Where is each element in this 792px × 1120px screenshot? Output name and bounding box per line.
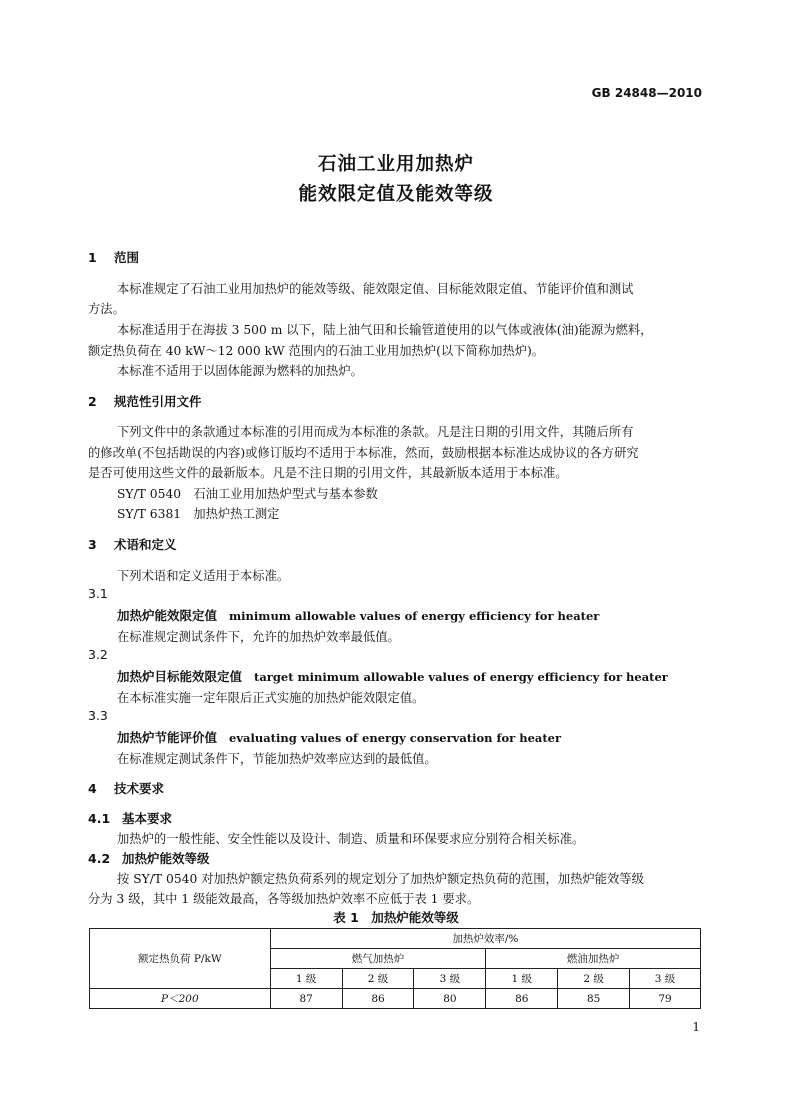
- paragraph: 额定热负荷在 40 kW～12 000 kW 范围内的石油工业用加热炉(以下简称加热炉)。: [88, 344, 545, 358]
- paragraph: 按 SY/T 0540 对加热炉额定热负荷系列的规定划分了加热炉额定热负荷的范围，加热炉能效等级: [117, 872, 644, 886]
- subsection-4-2-heading: 4.2 加热炉能效等级: [88, 851, 210, 866]
- section-3-heading: 3 术语和定义: [88, 537, 177, 552]
- reference-item: SY/T 0540 石油工业用加热炉型式与基本参数: [117, 487, 378, 501]
- value-cell: 85: [558, 989, 630, 1009]
- grade-header: 2 级: [342, 969, 414, 989]
- document-title-line2: 能效限定值及能效等级: [298, 184, 494, 205]
- term-definition: 在本标准实施一定年限后正式实施的加热炉能效限定值。: [117, 691, 425, 705]
- value-cell: 87: [270, 989, 342, 1009]
- term-title: 加热炉能效限定值 minimum allowable values of energy efficiency for heater: [117, 608, 600, 623]
- paragraph: 加热炉的一般性能、安全性能以及设计、制造、质量和环保要求应分别符合相关标准。: [117, 832, 585, 846]
- document-title-line1: 石油工业用加热炉: [317, 154, 474, 175]
- page-number: 1: [692, 1020, 700, 1034]
- column-header-load: 额定热负荷 P/kW: [90, 929, 271, 989]
- term-number: 3.2: [88, 647, 108, 662]
- paragraph: 下列文件中的条款通过本标准的引用而成为本标准的条款。凡是注日期的引用文件，其随后所有: [117, 425, 634, 439]
- term-definition: 在标准规定测试条件下，允许的加热炉效率最低值。: [117, 630, 400, 644]
- section-2-heading: 2 规范性引用文件: [88, 394, 202, 409]
- term-number: 3.1: [88, 586, 108, 601]
- load-cell: P＜200: [90, 989, 271, 1009]
- column-group-header: 加热炉效率/%: [270, 929, 700, 949]
- paragraph: 下列术语和定义适用于本标准。: [117, 569, 290, 583]
- table-row: [90, 989, 701, 1009]
- table-caption: 表 1 加热炉能效等级: [333, 910, 459, 925]
- paragraph: 本标准规定了石油工业用加热炉的能效等级、能效限定值、目标能效限定值、节能评价值和测试: [117, 282, 634, 296]
- paragraph: 是否可使用这些文件的最新版本。凡是不注日期的引用文件，其最新版本适用于本标准。: [88, 466, 568, 480]
- reference-item: SY/T 6381 加热炉热工测定: [117, 507, 280, 521]
- paragraph: 的修改单(不包括勘误的内容)或修订版均不适用于本标准，然而，鼓励根据本标准达成协议的各方研究: [88, 446, 639, 460]
- section-1-heading: 1 范围: [88, 250, 140, 265]
- section-4-heading: 4 技术要求: [88, 781, 165, 796]
- grade-header: 2 级: [558, 969, 630, 989]
- term-definition: 在标准规定测试条件下，节能加热炉效率应达到的最低值。: [117, 752, 437, 766]
- paragraph: 本标准适用于在海拔 3 500 m 以下，陆上油气田和长输管道使用的以气体或液体(油)能源为燃料，: [117, 323, 653, 337]
- grade-header: 3 级: [414, 969, 486, 989]
- oil-heater-header: 燃油加热炉: [486, 949, 701, 969]
- paragraph: 本标准不适用于以固体能源为燃料的加热炉。: [117, 364, 363, 378]
- term-number: 3.3: [88, 708, 108, 723]
- paragraph: 分为 3 级，其中 1 级能效最高，各等级加热炉效率不应低于表 1 要求。: [88, 892, 480, 906]
- efficiency-grade-table: [89, 928, 701, 1009]
- grade-header: 1 级: [486, 969, 558, 989]
- term-title: 加热炉节能评价值 evaluating values of energy conservation for heater: [117, 730, 562, 745]
- value-cell: 80: [414, 989, 486, 1009]
- grade-header: 1 级: [270, 969, 342, 989]
- value-cell: 86: [486, 989, 558, 1009]
- term-title: 加热炉目标能效限定值 target minimum allowable values of energy efficiency for heater: [117, 669, 668, 684]
- standard-number: GB 24848—2010: [591, 86, 702, 100]
- grade-header: 3 级: [630, 969, 701, 989]
- gas-heater-header: 燃气加热炉: [270, 949, 486, 969]
- paragraph: 方法。: [88, 302, 125, 316]
- value-cell: 86: [342, 989, 414, 1009]
- value-cell: 79: [630, 989, 701, 1009]
- subsection-4-1-heading: 4.1 基本要求: [88, 811, 173, 826]
